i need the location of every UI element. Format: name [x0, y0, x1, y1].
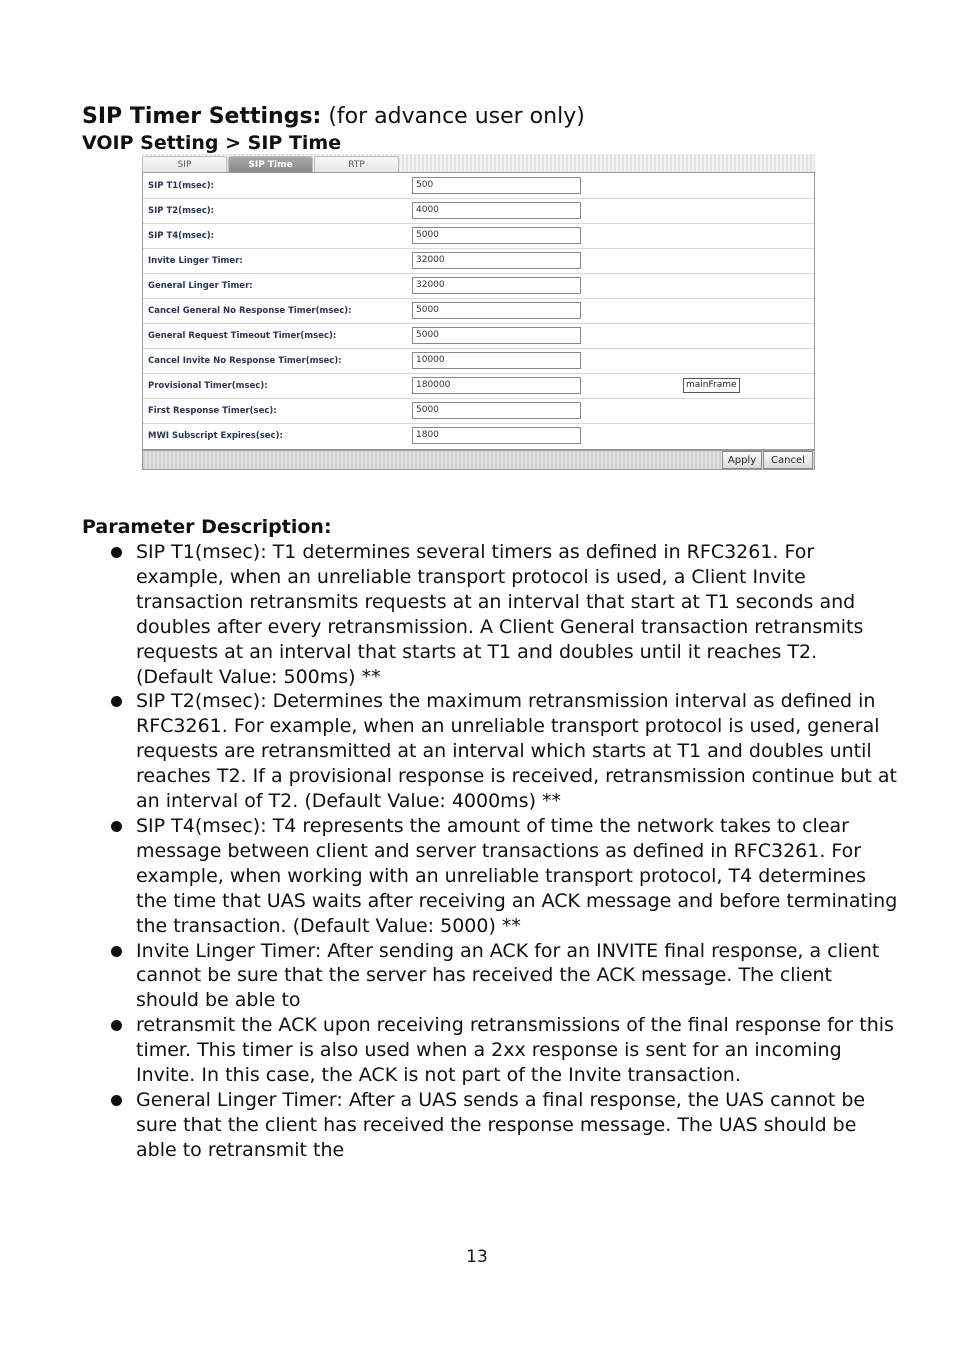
bullet-text: SIP T4(msec): T4 represents the amount of time the network takes to clear message between client and server transactions as defined in RFC3261. For example, when working with an unreliable transport protocol, T4 determines the time that UAS waits after receiving an ACK message and before terminating the transaction. (Default Value: 5000) ** [136, 814, 898, 937]
field-label: SIP T4(msec): [148, 231, 215, 241]
cancel-button[interactable]: Cancel [763, 451, 813, 469]
mainframe-tooltip: mainFrame [683, 378, 740, 393]
list-item [109, 540, 899, 689]
first-response-input[interactable]: 5000 [412, 402, 581, 419]
form-row [143, 323, 814, 349]
bullet-text: retransmit the ACK upon receiving retransmissions of the final response for this timer. This timer is also used when a 2xx response is sent for an incoming Invite. In this case, the ACK is not part of the Invite transaction. [136, 1014, 894, 1087]
heading-rest: (for advance user only) [321, 104, 585, 129]
page-number: 13 [466, 1247, 488, 1267]
apply-button[interactable]: Apply [722, 451, 762, 469]
form-row [143, 273, 814, 299]
field-label: First Response Timer(sec): [148, 406, 277, 416]
bullet-icon [111, 547, 122, 558]
field-label: SIP T1(msec): [148, 181, 215, 191]
bullet-icon [111, 696, 122, 707]
field-label: Provisional Timer(msec): [148, 381, 268, 391]
form-row [143, 348, 814, 374]
field-label: General Linger Timer: [148, 281, 253, 291]
tab-sip[interactable]: SIP [142, 156, 227, 172]
field-label: SIP T2(msec): [148, 206, 215, 216]
sip-timer-form [142, 172, 815, 450]
tab-rtp[interactable]: RTP [314, 156, 399, 172]
list-item [109, 814, 899, 939]
field-label: Cancel General No Response Timer(msec): [148, 306, 352, 316]
bullet-text: SIP T1(msec): T1 determines several timers as defined in RFC3261. For example, when an unreliable transport protocol is used, a Client Invite transaction retransmits requests at an interval that start at T1 seconds and doubles after every retransmission. A Client General transaction retransmits requests at an interval that starts at T1 and doubles until it reaches T2. (Default Value: 500ms) ** [136, 541, 864, 688]
page-heading [82, 103, 585, 131]
form-row [143, 298, 814, 324]
list-item [109, 939, 899, 1014]
list-item [109, 1088, 899, 1163]
sip-t1-input[interactable]: 500 [412, 177, 581, 194]
cancel-invite-input[interactable]: 10000 [412, 352, 581, 369]
provisional-timer-input[interactable]: 180000 [412, 377, 581, 394]
parameter-heading: Parameter Description: [82, 516, 332, 538]
button-bar [142, 450, 815, 470]
field-label: Cancel Invite No Response Timer(msec): [148, 356, 342, 366]
field-label: MWI Subscript Expires(sec): [148, 431, 283, 441]
field-label: General Request Timeout Timer(msec): [148, 331, 337, 341]
cancel-general-input[interactable]: 5000 [412, 302, 581, 319]
form-row [143, 423, 814, 448]
general-request-input[interactable]: 5000 [412, 327, 581, 344]
form-row [143, 398, 814, 424]
form-row [143, 248, 814, 274]
breadcrumb: VOIP Setting > SIP Time [82, 132, 342, 154]
parameter-list [109, 540, 899, 1163]
sip-t4-input[interactable]: 5000 [412, 227, 581, 244]
list-item [109, 689, 899, 814]
bullet-icon [111, 1095, 122, 1106]
bullet-text: SIP T2(msec): Determines the maximum retransmission interval as defined in RFC3261. For example, when an unreliable transport protocol is used, general requests are retransmitted at an interval which starts at T1 and doubles until reaches T2. If a provisional response is received, retransmission continue but at an interval of T2. (Default Value: 4000ms) ** [136, 690, 898, 813]
bullet-icon [111, 1020, 122, 1031]
bullet-icon [111, 946, 122, 957]
form-row [143, 223, 814, 249]
tab-bar [142, 154, 815, 172]
invite-linger-input[interactable]: 32000 [412, 252, 581, 269]
field-label: Invite Linger Timer: [148, 256, 243, 266]
form-row [143, 198, 814, 224]
mwi-expires-input[interactable]: 1800 [412, 427, 581, 444]
bullet-text: General Linger Timer: After a UAS sends a final response, the UAS cannot be sure that the client has received the response message. The UAS should be able to retransmit the [136, 1088, 866, 1161]
form-row [143, 173, 814, 199]
tab-sip-time[interactable]: SIP Time [228, 156, 313, 172]
sip-t2-input[interactable]: 4000 [412, 202, 581, 219]
list-item [109, 1013, 899, 1088]
bullet-text: Invite Linger Timer: After sending an ACK for an INVITE final response, a client cannot be sure that the server has received the ACK message. The client should be able to [136, 939, 880, 1012]
sip-time-screenshot [142, 154, 815, 470]
bullet-icon [111, 821, 122, 832]
general-linger-input[interactable]: 32000 [412, 277, 581, 294]
heading-bold: SIP Timer Settings: [82, 104, 322, 129]
